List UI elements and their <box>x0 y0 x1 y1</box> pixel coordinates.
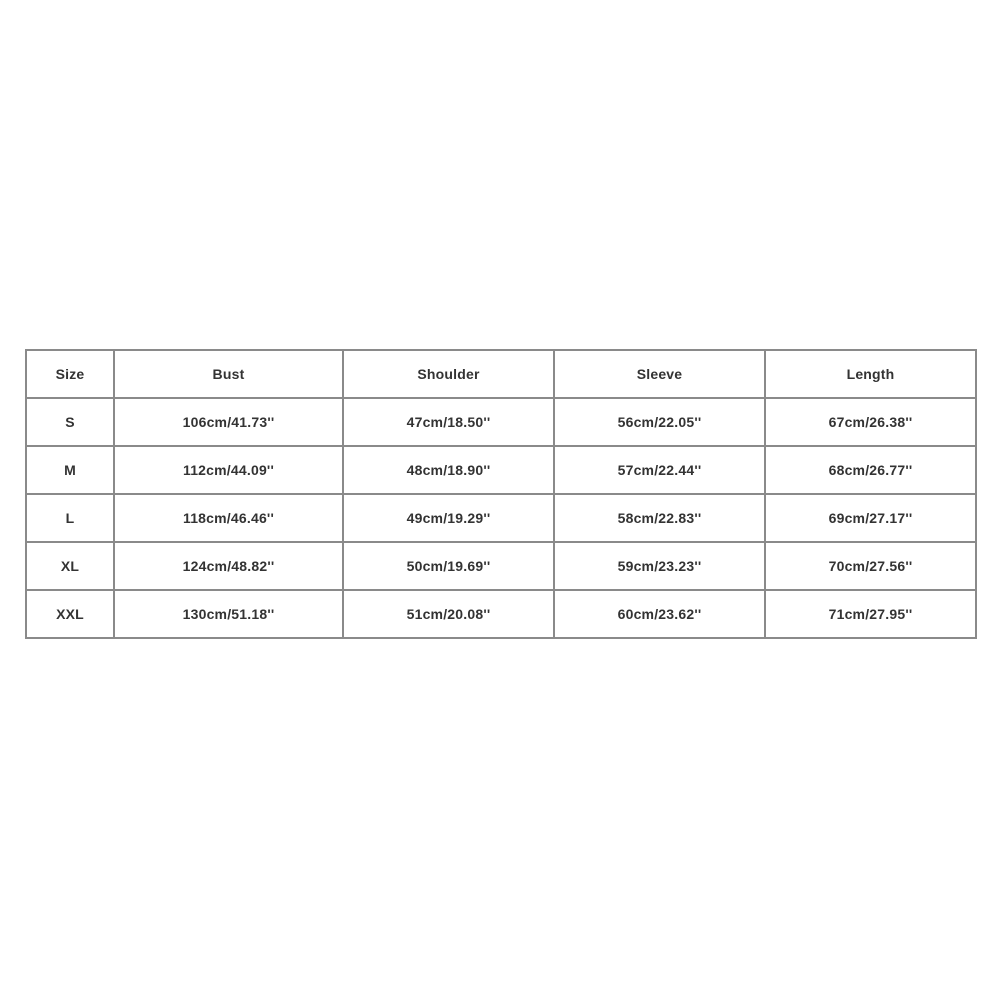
table-row <box>26 494 976 542</box>
table-header-row <box>26 350 976 398</box>
cell-sleeve: 59cm/23.23'' <box>554 542 765 590</box>
table-row <box>26 590 976 638</box>
cell-shoulder: 49cm/19.29'' <box>343 494 554 542</box>
header-shoulder: Shoulder <box>343 350 554 398</box>
table-row <box>26 542 976 590</box>
cell-sleeve: 60cm/23.62'' <box>554 590 765 638</box>
header-bust: Bust <box>114 350 343 398</box>
cell-shoulder: 48cm/18.90'' <box>343 446 554 494</box>
cell-bust: 118cm/46.46'' <box>114 494 343 542</box>
cell-length: 67cm/26.38'' <box>765 398 976 446</box>
table-row <box>26 398 976 446</box>
cell-length: 71cm/27.95'' <box>765 590 976 638</box>
cell-length: 70cm/27.56'' <box>765 542 976 590</box>
cell-bust: 130cm/51.18'' <box>114 590 343 638</box>
cell-length: 69cm/27.17'' <box>765 494 976 542</box>
cell-shoulder: 50cm/19.69'' <box>343 542 554 590</box>
cell-sleeve: 58cm/22.83'' <box>554 494 765 542</box>
cell-size: S <box>26 398 114 446</box>
cell-size: L <box>26 494 114 542</box>
header-sleeve: Sleeve <box>554 350 765 398</box>
cell-bust: 124cm/48.82'' <box>114 542 343 590</box>
cell-size: M <box>26 446 114 494</box>
cell-shoulder: 51cm/20.08'' <box>343 590 554 638</box>
cell-bust: 106cm/41.73'' <box>114 398 343 446</box>
header-size: Size <box>26 350 114 398</box>
cell-sleeve: 57cm/22.44'' <box>554 446 765 494</box>
cell-sleeve: 56cm/22.05'' <box>554 398 765 446</box>
size-chart-table <box>25 349 977 639</box>
table-row <box>26 446 976 494</box>
cell-size: XL <box>26 542 114 590</box>
cell-bust: 112cm/44.09'' <box>114 446 343 494</box>
cell-length: 68cm/26.77'' <box>765 446 976 494</box>
cell-shoulder: 47cm/18.50'' <box>343 398 554 446</box>
cell-size: XXL <box>26 590 114 638</box>
header-length: Length <box>765 350 976 398</box>
